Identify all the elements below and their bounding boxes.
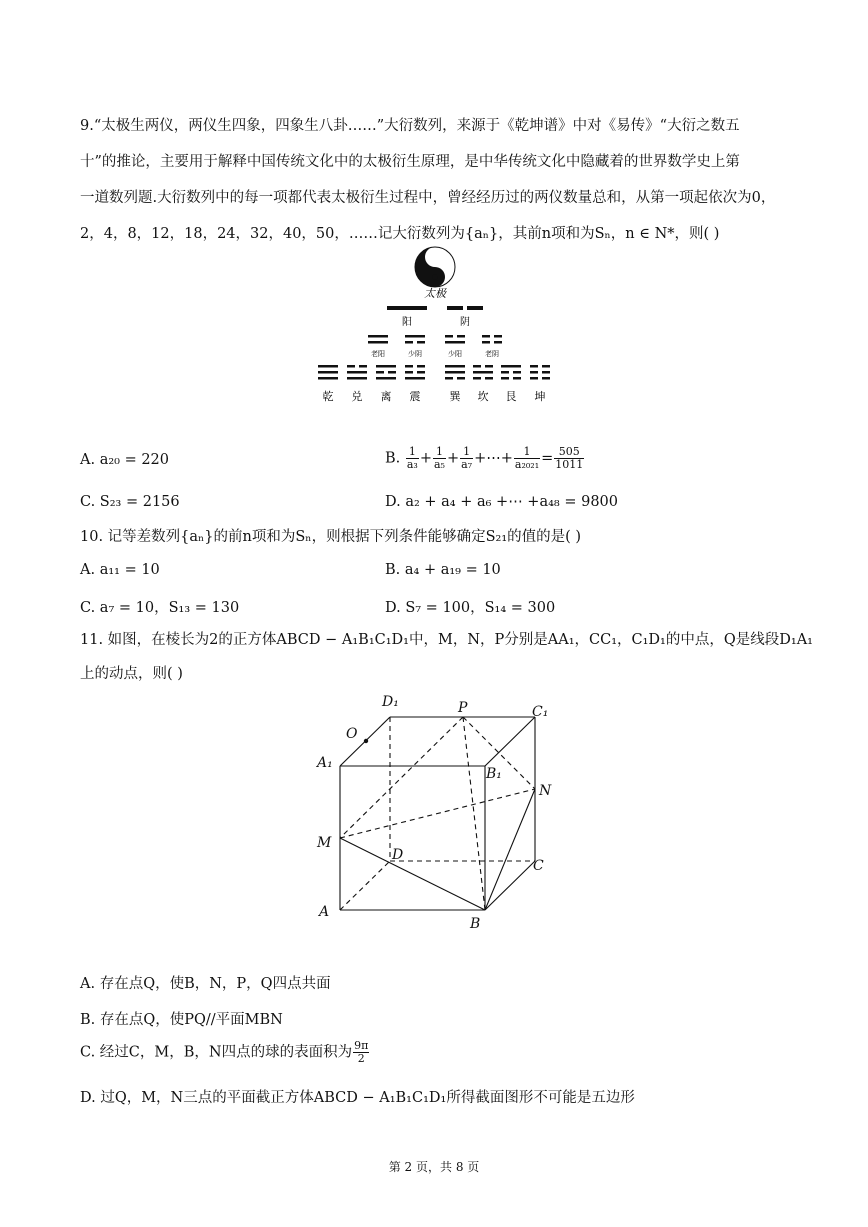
question-10-stem: 10. 记等差数列{aₙ}的前n项和为Sₙ，则根据下列条件能够确定S₂₁的值的是( ) [80, 529, 582, 545]
trigram-zhen: 震 [409, 390, 421, 403]
q9-line-2: 十”的推论，主要用于解释中国传统文化中的太极衍生原理，是中华传统文化中隐藏着的世界数学史上第 [80, 154, 740, 170]
label-p: P [458, 700, 468, 716]
point-o-marker [364, 739, 368, 743]
label-c: C [533, 858, 544, 874]
q10-option-c[interactable]: C. a₇ = 10，S₁₃ = 130 [80, 600, 240, 616]
q11-option-d[interactable]: D. 过Q，M，N三点的平面截正方体ABCD − A₁B₁C₁D₁所得截面图形不可能是五边形 [80, 1090, 635, 1106]
lao-yang-label: 老阳 [371, 350, 385, 358]
q9-line-4: 2，4，8，12，18，24，32，40，50，……记大衍数列为{aₙ}，其前n项和为Sₙ，n ∈ N*，则( ) [80, 226, 720, 242]
q11-option-c-text: C. 经过C，M，B，N四点的球的表面积为 [80, 1044, 353, 1061]
question-11-stem-line1: 11. 如图，在棱长为2的正方体ABCD − A₁B₁C₁D₁中，M，N，P分别是AA₁，CC₁，C₁D₁的中点，Q是线段D₁A₁ [80, 632, 813, 648]
shao-yin-label: 少阴 [408, 350, 422, 358]
trigram-kan: 坎 [477, 390, 489, 403]
q10-option-b[interactable]: B. a₄ + a₁₉ = 10 [385, 562, 501, 578]
question-9-stem [80, 116, 775, 260]
q9-line-1: 9.“太极生两仪，两仪生四象，四象生八卦……”大衍数列，来源于《乾坤谱》中对《易传》“大衍之数五 [80, 118, 740, 134]
label-a1: A₁ [317, 755, 333, 771]
trigram-xun: 巽 [449, 390, 461, 403]
label-c1: C₁ [532, 704, 549, 720]
label-n: N [539, 783, 552, 799]
label-d: D [392, 847, 404, 863]
yang-label: 阳 [402, 317, 412, 328]
yin-yang-icon [415, 247, 455, 287]
trigram-kun: 坤 [534, 390, 546, 403]
label-o: O [346, 726, 358, 742]
trigram-li: 离 [380, 390, 392, 403]
page-footer: 第 2 页，共 8 页 [388, 1160, 480, 1174]
lao-yin-label: 老阴 [485, 350, 499, 358]
q9-option-b[interactable]: B. $\frac{1}{\text{a₃}}$ + $\frac{1}{\text{a₅}}$ + $\frac{1}{\text{a₇}}$ +⋯+ $\frac{1}{\text{a₂₀₂₁}}$ = $\frac{505}{1011}$ [385, 445, 584, 471]
label-a: A [319, 904, 330, 920]
shao-yang-label: 少阳 [448, 350, 462, 358]
q9-option-d[interactable]: D. a₂ + a₄ + a₆ +⋯ +a₄₈ = 9800 [385, 494, 618, 510]
q11-option-b[interactable]: B. 存在点Q，使PQ//平面MBN [80, 1012, 283, 1028]
q10-option-a[interactable]: A. a₁₁ = 10 [80, 562, 160, 578]
trigram-qian: 乾 [322, 390, 334, 403]
q11-option-c[interactable]: C. 经过C，M，B，N四点的球的表面积为 $\frac{9\pi}{2}$ [80, 1039, 369, 1065]
q9-option-a[interactable]: A. a₂₀ = 220 [80, 452, 170, 468]
q9-line-3: 一道数列题.大衍数列中的每一项都代表太极衍生过程中，曾经经历过的两仪数量总和，从第一项起依次为0， [80, 190, 776, 206]
question-11-stem-line2: 上的动点，则( ) [80, 666, 183, 682]
cube-figure [300, 688, 570, 936]
label-b1: B₁ [486, 766, 502, 782]
q9-option-b-prefix: B. [385, 450, 401, 467]
label-m: M [317, 835, 332, 851]
yin-label: 阴 [460, 317, 470, 328]
label-b: B [470, 916, 481, 932]
trigram-dui: 兑 [351, 390, 363, 403]
taiji-label: 太极 [424, 287, 446, 300]
trigram-gen: 艮 [505, 390, 517, 403]
label-d1: D₁ [382, 694, 399, 710]
q9-option-c[interactable]: C. S₂₃ = 2156 [80, 494, 180, 510]
taiji-diagram [305, 245, 565, 410]
q11-option-a[interactable]: A. 存在点Q，使B，N，P，Q四点共面 [80, 976, 331, 992]
q10-option-d[interactable]: D. S₇ = 100，S₁₄ = 300 [385, 600, 556, 616]
